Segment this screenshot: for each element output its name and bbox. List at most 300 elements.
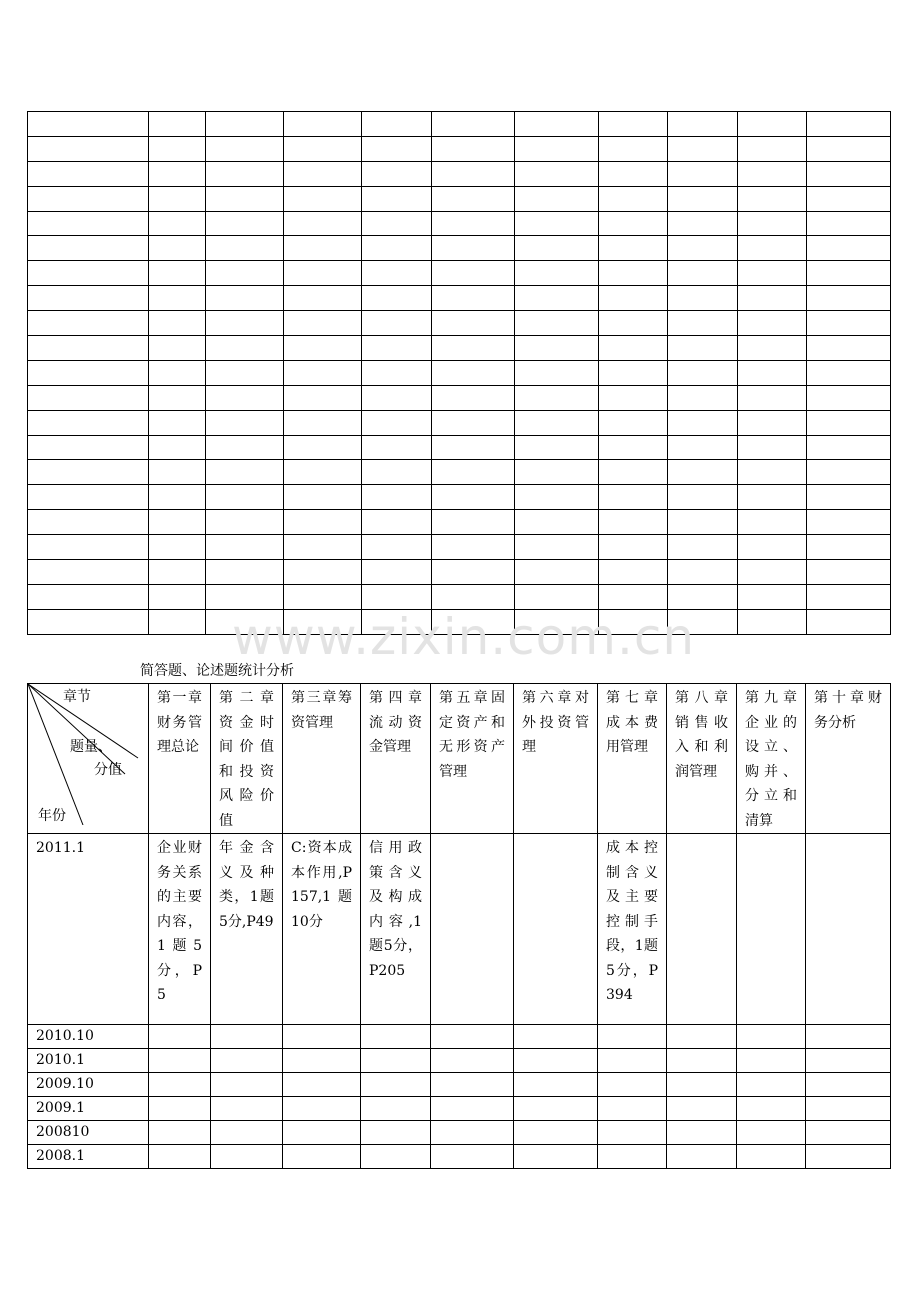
empty-grid-row: [28, 161, 891, 186]
table-cell: [737, 1121, 806, 1145]
empty-grid-cell: [149, 510, 206, 535]
empty-grid-cell: [149, 410, 206, 435]
table-cell: [211, 1145, 283, 1169]
empty-grid-row: [28, 261, 891, 286]
empty-grid-cell: [149, 261, 206, 286]
empty-grid-cell: [738, 286, 807, 311]
empty-grid-cell: [599, 535, 668, 560]
table-cell: [283, 1073, 361, 1097]
empty-grid-cell: [362, 560, 432, 585]
empty-grid-cell: [28, 410, 149, 435]
empty-grid-cell: [149, 485, 206, 510]
empty-grid-cell: [738, 311, 807, 336]
empty-grid-cell: [738, 161, 807, 186]
corner-label-chapter: 章节: [63, 689, 91, 705]
empty-grid-cell: [149, 435, 206, 460]
table-cell: [211, 1121, 283, 1145]
table-cell: [667, 1025, 737, 1049]
empty-grid-cell: [206, 385, 284, 410]
empty-grid-cell: [206, 460, 284, 485]
table-cell: 企业财务关系的主要内容，1题5分，P5: [149, 834, 211, 1025]
empty-grid-cell: [206, 560, 284, 585]
empty-grid-cell: [432, 435, 515, 460]
table-cell: [361, 1025, 431, 1049]
table-cell: [806, 1049, 891, 1073]
empty-grid-cell: [807, 385, 891, 410]
table-cell: [283, 1145, 361, 1169]
empty-grid-cell: [28, 584, 149, 609]
empty-grid-cell: [206, 336, 284, 361]
table-cell: [149, 1097, 211, 1121]
table-cell: C:资本成本作用,P157,1题10分: [283, 834, 361, 1025]
empty-grid-cell: [362, 385, 432, 410]
empty-grid-cell: [362, 186, 432, 211]
empty-grid-cell: [738, 186, 807, 211]
empty-grid-cell: [149, 584, 206, 609]
empty-grid-cell: [206, 286, 284, 311]
empty-grid-cell: [738, 535, 807, 560]
table-cell: [211, 1073, 283, 1097]
empty-grid-cell: [599, 286, 668, 311]
empty-grid-cell: [362, 535, 432, 560]
empty-grid-cell: [668, 261, 738, 286]
table-cell: [806, 1073, 891, 1097]
empty-grid-cell: [362, 136, 432, 161]
empty-grid-cell: [599, 112, 668, 137]
table-cell: [667, 1049, 737, 1073]
year-cell: 2008.1: [28, 1145, 149, 1169]
table-cell: [211, 1097, 283, 1121]
table-cell: [149, 1049, 211, 1073]
table-cell: [283, 1025, 361, 1049]
empty-grid-cell: [206, 261, 284, 286]
stats-table: [27, 683, 891, 1169]
table-cell: [598, 1121, 667, 1145]
empty-grid-cell: [284, 136, 362, 161]
empty-grid-cell: [432, 112, 515, 137]
empty-grid-cell: [515, 460, 599, 485]
empty-grid-cell: [284, 261, 362, 286]
table-cell: [806, 1121, 891, 1145]
empty-grid-row: [28, 460, 891, 485]
empty-grid-cell: [668, 360, 738, 385]
table-cell: [514, 1025, 598, 1049]
empty-grid-cell: [206, 510, 284, 535]
empty-grid-cell: [149, 460, 206, 485]
empty-grid-cell: [206, 360, 284, 385]
table-row: [28, 1145, 891, 1169]
empty-grid-cell: [28, 136, 149, 161]
empty-grid-cell: [515, 286, 599, 311]
empty-grid-cell: [515, 435, 599, 460]
table-cell: [514, 1121, 598, 1145]
empty-grid-cell: [668, 510, 738, 535]
empty-grid-cell: [599, 485, 668, 510]
empty-grid-cell: [206, 485, 284, 510]
empty-grid-cell: [284, 485, 362, 510]
empty-grid-cell: [149, 286, 206, 311]
empty-grid-cell: [668, 460, 738, 485]
empty-grid-row: [28, 336, 891, 361]
empty-grid-cell: [362, 236, 432, 261]
empty-grid-cell: [284, 186, 362, 211]
empty-grid-cell: [432, 385, 515, 410]
table-cell: [806, 834, 891, 1025]
table-cell: [667, 1097, 737, 1121]
table-cell: [598, 1049, 667, 1073]
empty-grid-cell: [738, 485, 807, 510]
empty-grid-cell: [807, 485, 891, 510]
empty-grid-cell: [149, 535, 206, 560]
empty-grid-cell: [362, 211, 432, 236]
empty-grid-cell: [515, 410, 599, 435]
empty-grid-cell: [738, 510, 807, 535]
table-cell: [149, 1073, 211, 1097]
empty-grid-row: [28, 311, 891, 336]
empty-grid-cell: [28, 286, 149, 311]
empty-grid-table: [27, 111, 891, 635]
empty-grid-cell: [738, 435, 807, 460]
empty-grid-cell: [599, 336, 668, 361]
empty-grid-cell: [807, 510, 891, 535]
empty-grid-cell: [599, 584, 668, 609]
empty-grid-cell: [515, 385, 599, 410]
table-cell: [514, 834, 598, 1025]
empty-grid-cell: [738, 236, 807, 261]
empty-grid-cell: [28, 560, 149, 585]
empty-grid-row: [28, 236, 891, 261]
header-row: [28, 684, 891, 834]
empty-grid-cell: [807, 609, 891, 634]
empty-grid-cell: [738, 112, 807, 137]
table-cell: [598, 1073, 667, 1097]
empty-grid-row: [28, 485, 891, 510]
table-cell: [667, 834, 737, 1025]
empty-grid-cell: [738, 560, 807, 585]
table-cell: [737, 1049, 806, 1073]
empty-grid-cell: [807, 112, 891, 137]
table-cell: [431, 834, 514, 1025]
empty-grid-cell: [807, 186, 891, 211]
empty-grid-row: [28, 136, 891, 161]
empty-grid-cell: [432, 236, 515, 261]
empty-grid-cell: [362, 112, 432, 137]
empty-grid-cell: [206, 136, 284, 161]
empty-grid-cell: [432, 186, 515, 211]
table-cell: [149, 1025, 211, 1049]
table-cell: [211, 1049, 283, 1073]
empty-grid-cell: [284, 385, 362, 410]
empty-grid-cell: [28, 261, 149, 286]
empty-grid-cell: [432, 136, 515, 161]
empty-grid-cell: [515, 136, 599, 161]
empty-grid-cell: [28, 211, 149, 236]
empty-grid-row: [28, 286, 891, 311]
empty-grid-cell: [668, 584, 738, 609]
empty-grid-cell: [599, 311, 668, 336]
empty-grid-cell: [807, 535, 891, 560]
year-cell: 200810: [28, 1121, 149, 1145]
empty-grid-cell: [432, 360, 515, 385]
empty-grid-cell: [599, 161, 668, 186]
empty-grid-cell: [668, 286, 738, 311]
empty-grid-cell: [149, 609, 206, 634]
empty-grid-cell: [149, 360, 206, 385]
empty-grid-cell: [206, 112, 284, 137]
table-cell: [806, 1097, 891, 1121]
empty-grid-cell: [149, 112, 206, 137]
table-row: [28, 1049, 891, 1073]
empty-grid-cell: [807, 211, 891, 236]
empty-grid-cell: [284, 211, 362, 236]
empty-grid-cell: [738, 385, 807, 410]
table-row: [28, 1025, 891, 1049]
empty-grid-row: [28, 112, 891, 137]
table-cell: [667, 1121, 737, 1145]
empty-grid-cell: [738, 360, 807, 385]
empty-grid-cell: [362, 584, 432, 609]
empty-grid-cell: [149, 211, 206, 236]
year-cell: 2009.1: [28, 1097, 149, 1121]
empty-grid-cell: [28, 609, 149, 634]
empty-grid-cell: [28, 186, 149, 211]
empty-grid-cell: [432, 161, 515, 186]
empty-grid-row: [28, 211, 891, 236]
table-cell: [514, 1049, 598, 1073]
empty-grid-cell: [206, 311, 284, 336]
table-cell: [514, 1097, 598, 1121]
empty-grid-cell: [284, 286, 362, 311]
empty-grid-cell: [599, 435, 668, 460]
chapter-header: 第十章财务分析: [806, 684, 891, 834]
empty-grid-cell: [149, 186, 206, 211]
chapter-header: 第八章销售收入和利润管理: [667, 684, 737, 834]
empty-grid-cell: [284, 460, 362, 485]
empty-grid-cell: [362, 261, 432, 286]
empty-grid-cell: [284, 112, 362, 137]
empty-grid-cell: [807, 161, 891, 186]
empty-grid-cell: [28, 460, 149, 485]
empty-grid-cell: [28, 510, 149, 535]
empty-grid-cell: [206, 535, 284, 560]
empty-grid-cell: [515, 236, 599, 261]
empty-grid-cell: [284, 535, 362, 560]
table-cell: [598, 1145, 667, 1169]
empty-grid-cell: [284, 584, 362, 609]
empty-grid-cell: [362, 311, 432, 336]
empty-grid-cell: [668, 435, 738, 460]
empty-grid-cell: [738, 336, 807, 361]
empty-grid-cell: [362, 410, 432, 435]
empty-grid-cell: [668, 535, 738, 560]
table-cell: [431, 1073, 514, 1097]
empty-grid-cell: [738, 584, 807, 609]
empty-grid-cell: [432, 261, 515, 286]
corner-label-year: 年份: [38, 808, 66, 824]
empty-grid-cell: [599, 236, 668, 261]
table-cell: [149, 1121, 211, 1145]
empty-grid-cell: [28, 311, 149, 336]
empty-grid-cell: [668, 385, 738, 410]
chapter-header: 第五章固定资产和无形资产管理: [431, 684, 514, 834]
empty-grid-cell: [807, 360, 891, 385]
empty-grid-cell: [807, 410, 891, 435]
empty-grid-cell: [599, 460, 668, 485]
table-cell: [283, 1049, 361, 1073]
empty-grid-cell: [284, 311, 362, 336]
empty-grid-cell: [28, 485, 149, 510]
chapter-header: 第一章财务管理总论: [149, 684, 211, 834]
empty-grid-cell: [362, 360, 432, 385]
empty-grid-cell: [738, 261, 807, 286]
empty-grid-cell: [668, 112, 738, 137]
table-cell: [598, 1025, 667, 1049]
table-cell: [431, 1049, 514, 1073]
empty-grid-cell: [738, 460, 807, 485]
chapter-header: 第七章成本费用管理: [598, 684, 667, 834]
empty-grid-cell: [807, 311, 891, 336]
chapter-header: 第九章企业的设立、购并、分立和清算: [737, 684, 806, 834]
empty-grid-cell: [362, 485, 432, 510]
empty-grid-row: [28, 435, 891, 460]
empty-grid-cell: [515, 161, 599, 186]
empty-grid-cell: [515, 560, 599, 585]
empty-grid-row: [28, 186, 891, 211]
empty-grid-cell: [362, 510, 432, 535]
empty-grid-cell: [284, 410, 362, 435]
chapter-header: 第二章资金时间价值和投资风险价值: [211, 684, 283, 834]
empty-grid-cell: [599, 136, 668, 161]
empty-grid-cell: [362, 460, 432, 485]
table-cell: [431, 1121, 514, 1145]
empty-grid-cell: [599, 360, 668, 385]
table-cell: [431, 1145, 514, 1169]
empty-grid-cell: [807, 136, 891, 161]
empty-grid-cell: [515, 336, 599, 361]
empty-grid-cell: [807, 286, 891, 311]
table-cell: [149, 1145, 211, 1169]
empty-grid-cell: [432, 460, 515, 485]
empty-grid-cell: [206, 236, 284, 261]
empty-grid-cell: [515, 186, 599, 211]
chapter-header: 第六章对外投资管理: [514, 684, 598, 834]
year-cell: 2010.10: [28, 1025, 149, 1049]
empty-grid-cell: [515, 535, 599, 560]
table-cell: [361, 1049, 431, 1073]
empty-grid-cell: [668, 211, 738, 236]
empty-grid-cell: [668, 136, 738, 161]
empty-grid-cell: [284, 560, 362, 585]
empty-grid-cell: [807, 435, 891, 460]
watermark-text: www.zixin.com.cn: [232, 608, 696, 666]
table-cell: [431, 1097, 514, 1121]
table-cell: [361, 1121, 431, 1145]
year-cell: 2010.1: [28, 1049, 149, 1073]
empty-grid-cell: [668, 410, 738, 435]
table-cell: [361, 1073, 431, 1097]
empty-grid-cell: [807, 236, 891, 261]
year-cell: 2011.1: [28, 834, 149, 1025]
empty-grid-cell: [807, 460, 891, 485]
empty-grid-cell: [807, 560, 891, 585]
empty-grid-cell: [599, 385, 668, 410]
empty-grid-cell: [599, 410, 668, 435]
table-cell: 成本控制含义及主要控制手段，1题5分，P394: [598, 834, 667, 1025]
empty-grid-cell: [668, 236, 738, 261]
chapter-header: 第三章筹资管理: [283, 684, 361, 834]
empty-grid-cell: [515, 261, 599, 286]
empty-grid-cell: [432, 286, 515, 311]
table-cell: [667, 1145, 737, 1169]
empty-grid-cell: [206, 186, 284, 211]
empty-grid-cell: [149, 385, 206, 410]
chapter-header: 第四章流动资金管理: [361, 684, 431, 834]
table-cell: [667, 1073, 737, 1097]
empty-grid-cell: [599, 186, 668, 211]
empty-grid-cell: [515, 485, 599, 510]
empty-grid-cell: [432, 336, 515, 361]
corner-header-cell: [28, 684, 149, 834]
table-cell: [283, 1097, 361, 1121]
empty-grid-cell: [668, 336, 738, 361]
empty-grid-cell: [738, 410, 807, 435]
empty-grid-cell: [206, 435, 284, 460]
empty-grid-cell: [668, 186, 738, 211]
empty-grid-cell: [432, 560, 515, 585]
empty-grid-cell: [599, 560, 668, 585]
table-cell: [283, 1121, 361, 1145]
empty-grid-row: [28, 360, 891, 385]
empty-grid-cell: [668, 161, 738, 186]
empty-grid-cell: [515, 510, 599, 535]
table-cell: [361, 1145, 431, 1169]
empty-grid-cell: [362, 336, 432, 361]
empty-grid-row: [28, 560, 891, 585]
empty-grid-cell: [738, 609, 807, 634]
table-row: [28, 1097, 891, 1121]
empty-grid-cell: [738, 136, 807, 161]
empty-grid-cell: [599, 211, 668, 236]
empty-grid-cell: [206, 584, 284, 609]
empty-grid-cell: [28, 535, 149, 560]
empty-grid-cell: [206, 410, 284, 435]
table-cell: [737, 1097, 806, 1121]
empty-grid-cell: [515, 311, 599, 336]
empty-grid-cell: [149, 311, 206, 336]
table-cell: [737, 1145, 806, 1169]
table-cell: [737, 834, 806, 1025]
empty-grid-cell: [206, 161, 284, 186]
empty-grid-cell: [432, 535, 515, 560]
empty-grid-cell: [432, 510, 515, 535]
empty-grid-cell: [362, 435, 432, 460]
empty-grid-cell: [206, 211, 284, 236]
empty-grid-cell: [28, 385, 149, 410]
empty-grid-cell: [28, 336, 149, 361]
table-cell: [514, 1145, 598, 1169]
empty-grid-cell: [599, 261, 668, 286]
year-cell: 2009.10: [28, 1073, 149, 1097]
empty-grid-cell: [432, 311, 515, 336]
empty-grid-cell: [149, 236, 206, 261]
empty-grid-cell: [515, 584, 599, 609]
corner-label-quantity: 题量、: [70, 739, 112, 755]
table-cell: [806, 1025, 891, 1049]
table-cell: [211, 1025, 283, 1049]
corner-label-score: 分值: [94, 762, 122, 778]
empty-grid-cell: [28, 435, 149, 460]
empty-grid-cell: [432, 211, 515, 236]
